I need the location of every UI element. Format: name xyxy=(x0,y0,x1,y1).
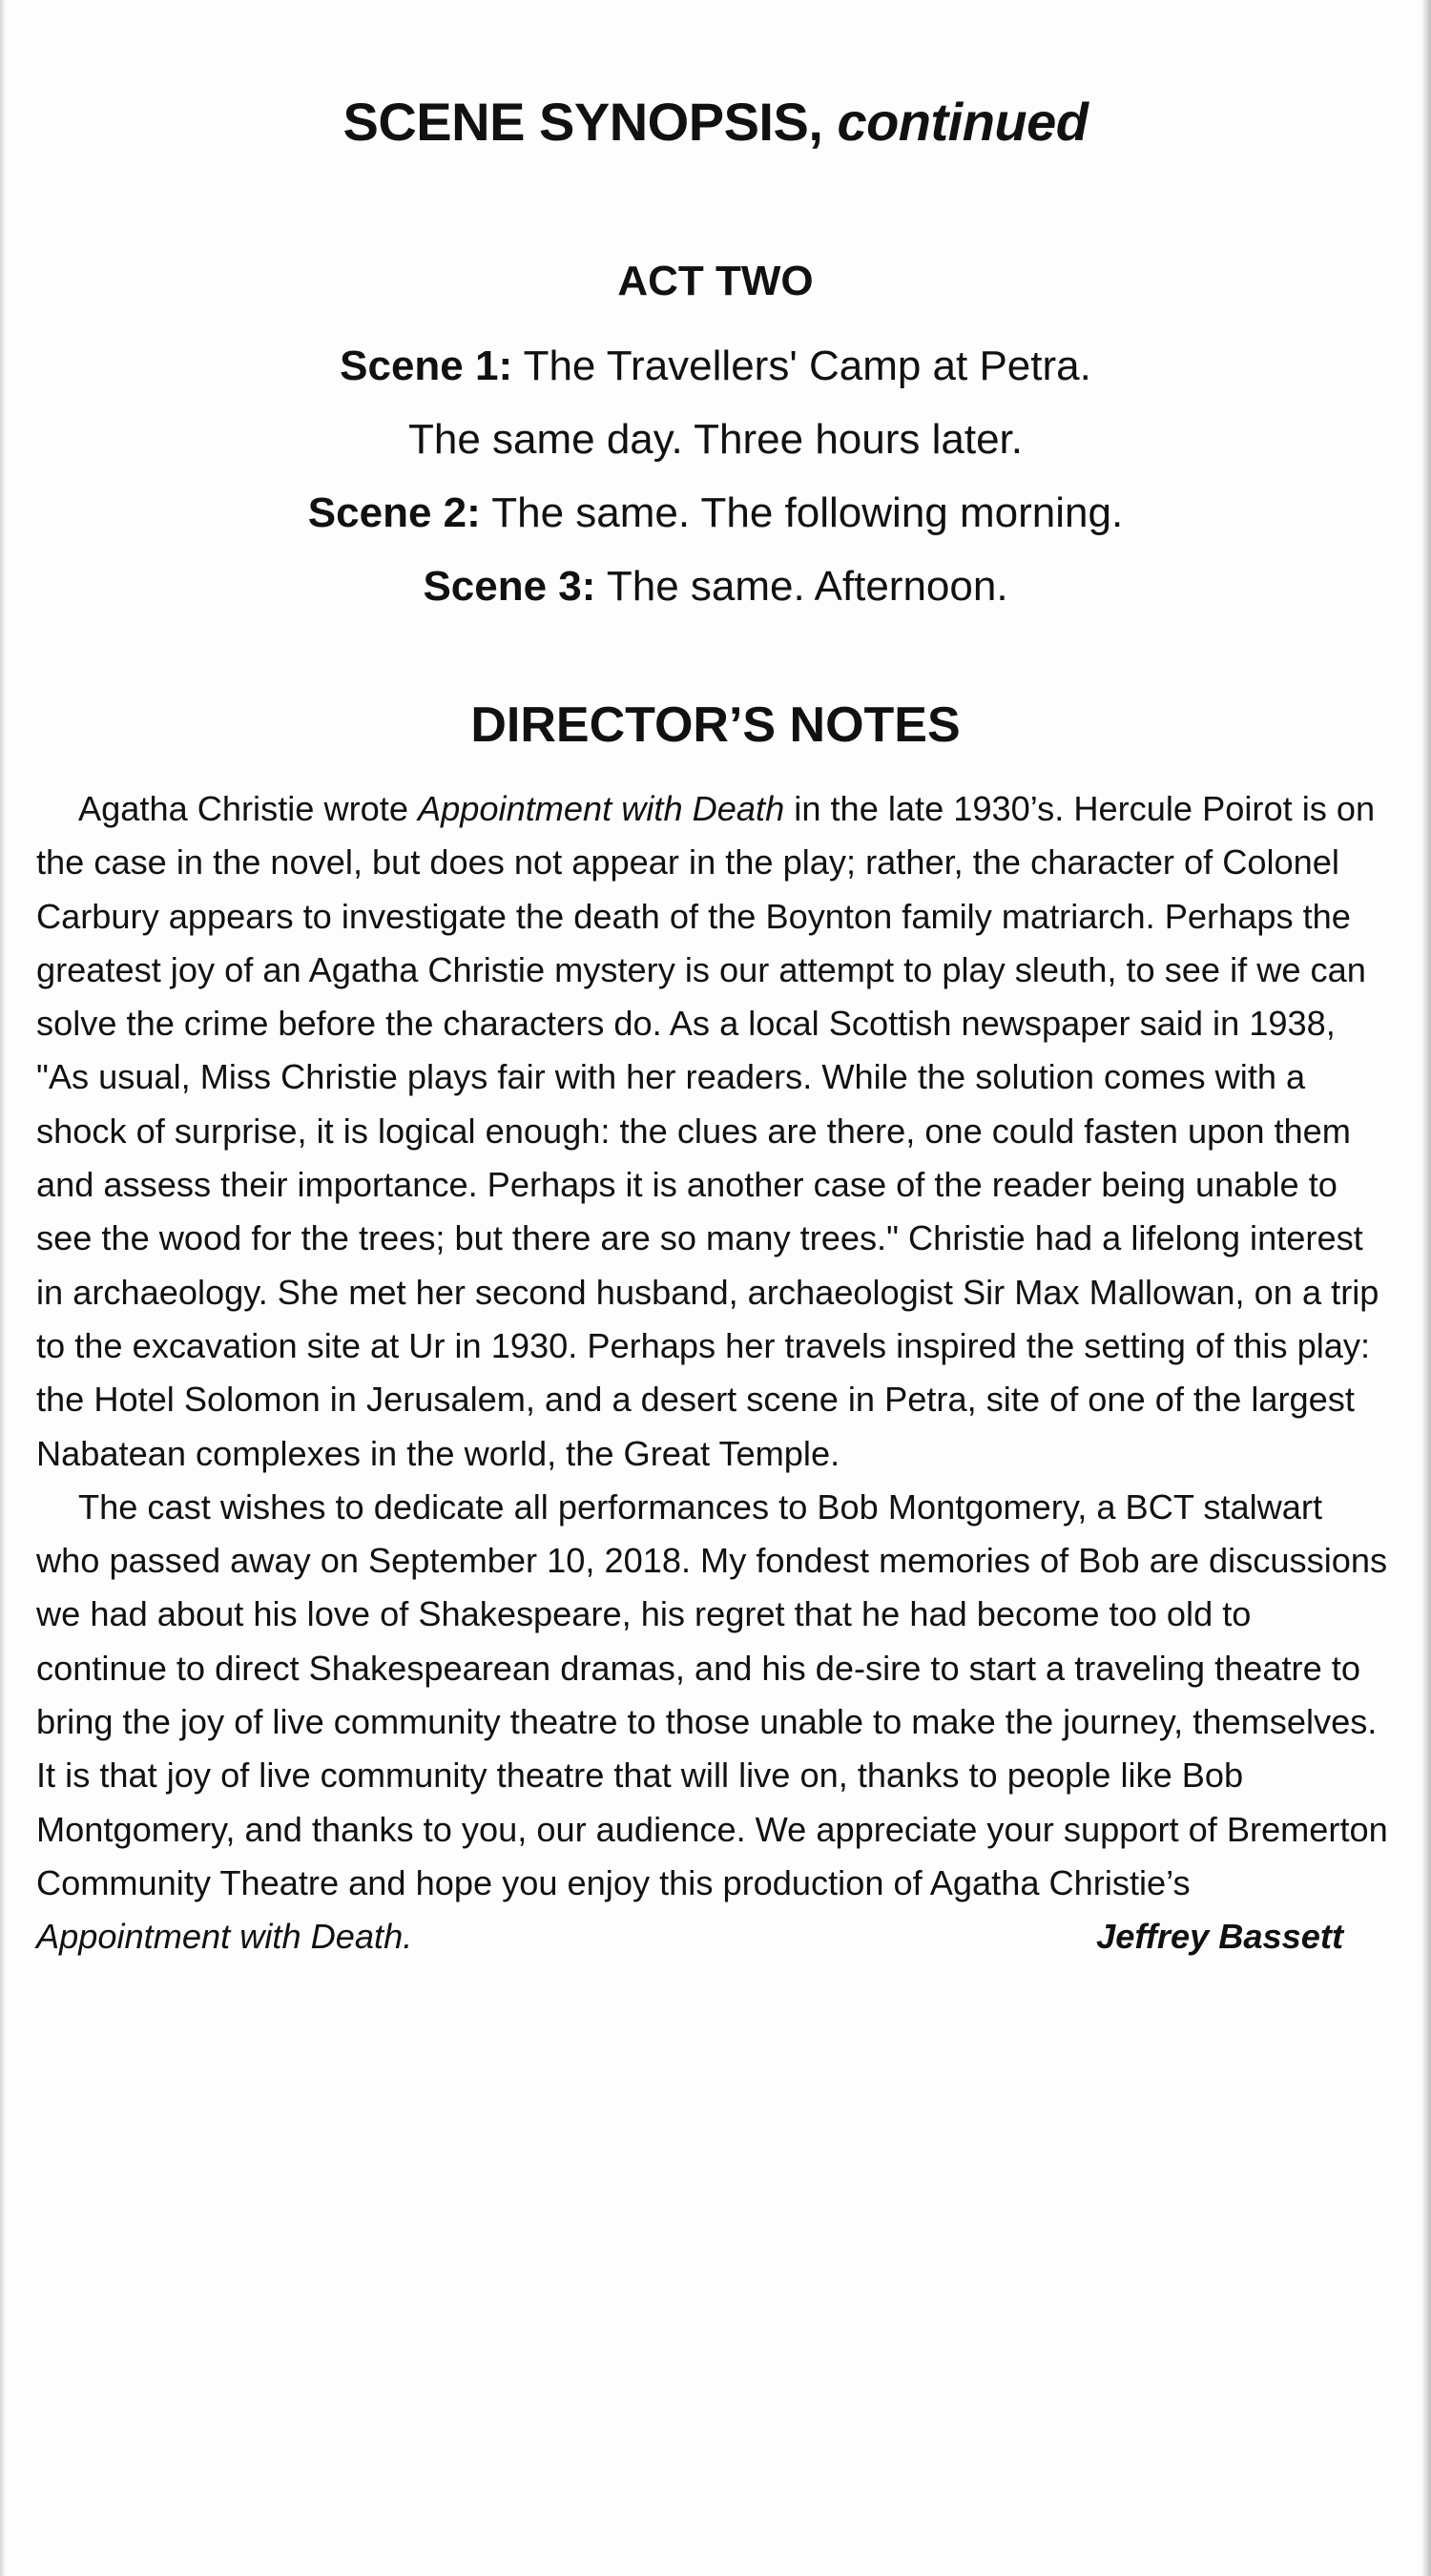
sentence-end: . xyxy=(403,1917,413,1957)
book-title: Appointment with Death xyxy=(418,789,785,828)
book-title: Appointment with Death xyxy=(36,1917,404,1957)
scene-text: The same. Afternoon. xyxy=(606,563,1008,610)
notes-paragraph-1-text-b: in the late 1930’s. Hercule Poirot is on the case in the novel, but does not appear in the play; rather, the character of Colonel Carbury appears to investigate the death of the Boynton family matriarch. Perhaps the greatest joy of an Agatha Christie mystery is our attempt to play sleuth, to see if we can solve the crime before the characters do. As a local Scottish newspaper said in 1938, "As usual, Miss Christie plays fair with her readers. While the solution comes with a shock of surprise, it is logical enough: the clues are there, one could fasten upon them and assess their importance. Perhaps it is another case of the reader being unable to see the wood for the trees; but there are so many trees." Christie had a lifelong interest in archaeology. She met her second husband, archaeologist Sir Max Mallowan, on a trip to the excavation site at Ur in 1930. Perhaps her travels inspired the setting of this play: the Hotel Solomon in Jerusalem, and a desert scene in Petra, site of one of the largest Nabatean complexes in the world, the Great Temple. xyxy=(36,789,1379,1473)
synopsis-title-main: SCENE SYNOPSIS, xyxy=(342,92,823,152)
scene-text: The Travellers' Camp at Petra. xyxy=(523,343,1091,389)
scene-line xyxy=(0,329,1431,403)
notes-paragraph-2 xyxy=(36,1481,1391,1964)
directors-notes-title: DIRECTOR’S NOTES xyxy=(470,697,961,753)
director-signature: Jeffrey Bassett xyxy=(1096,1917,1343,1957)
notes-paragraph-2-text: The cast wishes to dedicate all performances to Bob Montgomery, a BCT stalwart who passed away on September 10, 2018. My fondest memories of Bob are discussions we had about his love of Shakespeare, his regret that he had become too old to continue to direct Shakespearean dramas, and his de-sire to start a traveling theatre to bring the joy of live community theatre to those unable to make the journey, themselves. It is that joy of live community theatre that will live on, thanks to people like Bob Montgomery, and thanks to you, our audience. We appreciate your support of Bremerton Community Theatre and hope you enjoy this production of Agatha Christie’s xyxy=(36,1486,1388,1902)
scene-line xyxy=(0,476,1431,550)
scene-label: Scene 2: xyxy=(307,489,481,536)
scene-line xyxy=(0,403,1431,476)
scene-text: The same. The following morning. xyxy=(491,489,1124,536)
scene-text: The same day. Three hours later. xyxy=(407,416,1024,463)
scene-line xyxy=(0,550,1431,623)
notes-paragraph-1 xyxy=(36,782,1391,1481)
directors-notes-body xyxy=(36,782,1391,1964)
scene-label: Scene 1: xyxy=(340,343,513,389)
scene-label: Scene 3: xyxy=(423,563,596,610)
synopsis-title-continued: continued xyxy=(837,92,1089,152)
notes-paragraph-1-text-a: Agatha Christie wrote xyxy=(78,789,419,828)
synopsis-title xyxy=(0,91,1431,153)
scene-list xyxy=(0,329,1431,623)
act-heading: ACT TWO xyxy=(617,258,814,304)
